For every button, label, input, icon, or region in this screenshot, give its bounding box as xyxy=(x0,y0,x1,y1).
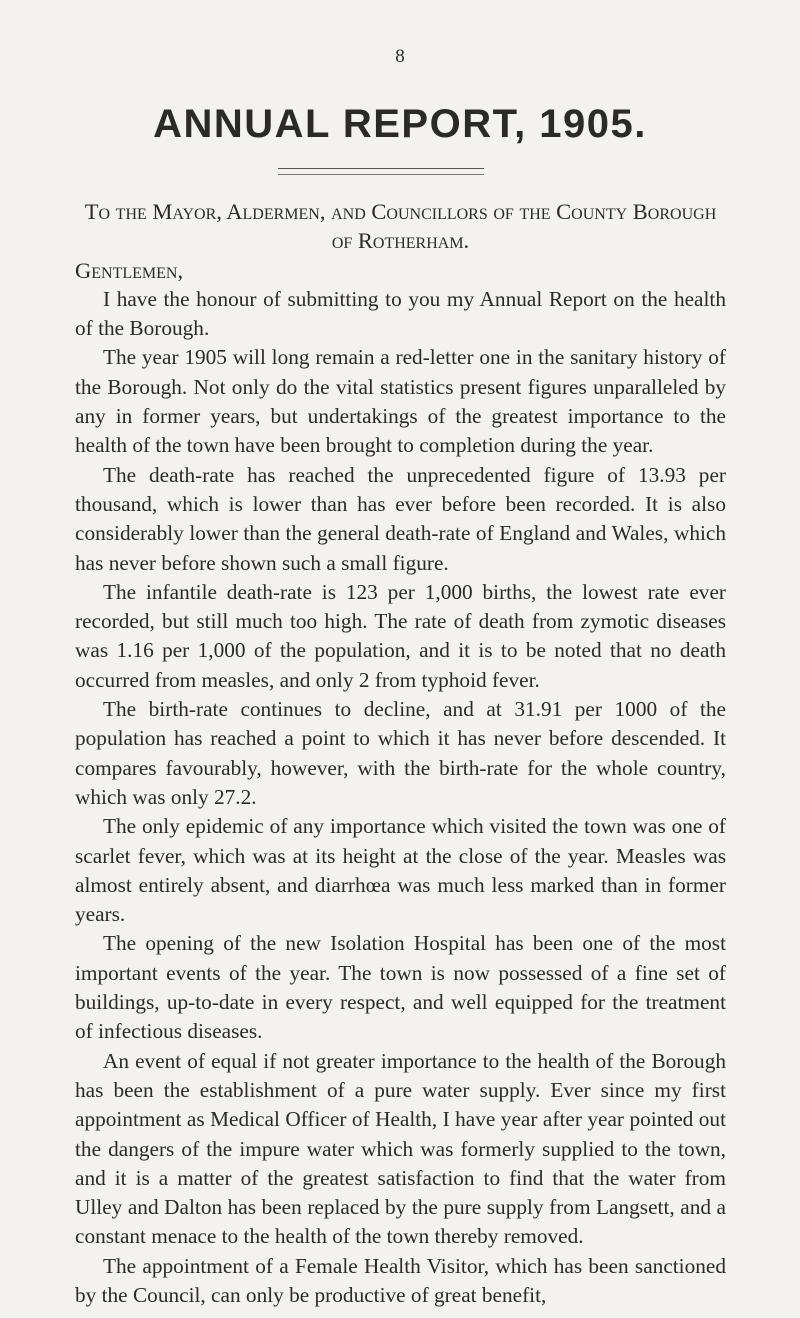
paragraph-infantile-death-rate: The infantile death-rate is 123 per 1,000 births, the lowest rate ever recorded, but still much too high. The rate of death from zymotic diseases was 1.16 per 1,000 of the population, and it is to be noted that no death occurred from measles, and only 2 from typhoid fever. xyxy=(75,579,726,692)
page-number: 8 xyxy=(395,46,405,67)
report-title: ANNUAL REPORT, 1905. xyxy=(153,102,647,146)
paragraph-birth-rate: The birth-rate continues to decline, and at 31.91 per 1000 of the population has reached a point to which it has never before descended. It compares favourably, however, with the birth-rate for the whole country, which was only 27.2. xyxy=(75,697,726,809)
letter-address: To the Mayor, Aldermen, and Councillors of the County Borough of Rotherham. xyxy=(84,199,717,254)
paragraph-water-supply: An event of equal if not greater importance to the health of the Borough has been the establishment of a pure water supply. Ever since my first appointment as Medical Officer of Health, I have year after year pointed out the dangers of the impure water which was formerly supplied to the town, and it is a matter of the greatest satisfaction to find that the water from Ulley and Dalton has been replaced by the pure supply from Langsett, and a constant menace to the health of the town thereby removed. xyxy=(75,1048,726,1249)
letter-salutation: Gentlemen, xyxy=(75,257,184,283)
paragraph-isolation-hospital: The opening of the new Isolation Hospital has been one of the most important events of the year. The town is now possessed of a fine set of buildings, up-to-date in every respect, and well equipped for the treatment of infectious diseases. xyxy=(75,931,726,1044)
letter-body xyxy=(75,197,726,1310)
paragraph-health-visitor: The appointment of a Female Health Visitor, which has been sanctioned by the Council, can only be productive of great benefit, xyxy=(75,1253,726,1307)
paragraph-epidemic: The only epidemic of any importance which visited the town was one of scarlet fever, which was at its height at the close of the year. Measles was almost entirely absent, and diarrhœa was much less marked than in former years. xyxy=(75,814,726,927)
paragraph-red-letter-year: The year 1905 will long remain a red-letter one in the sanitary history of the Borough. Not only do the vital statistics present figures unparalleled by any in former years, but undertakings of the greatest importance to the health of the town have been brought to completion during the year. xyxy=(75,345,726,458)
paragraph-death-rate: The death-rate has reached the unprecedented figure of 13.93 per thousand, which is lower than has ever before been recorded. It is also considerably lower than the general death-rate of England and Wales, which has never before shown such a small figure. xyxy=(75,462,726,575)
title-divider xyxy=(278,168,484,175)
paragraph-intro: I have the honour of submitting to you my Annual Report on the health of the Borough. xyxy=(75,286,726,341)
